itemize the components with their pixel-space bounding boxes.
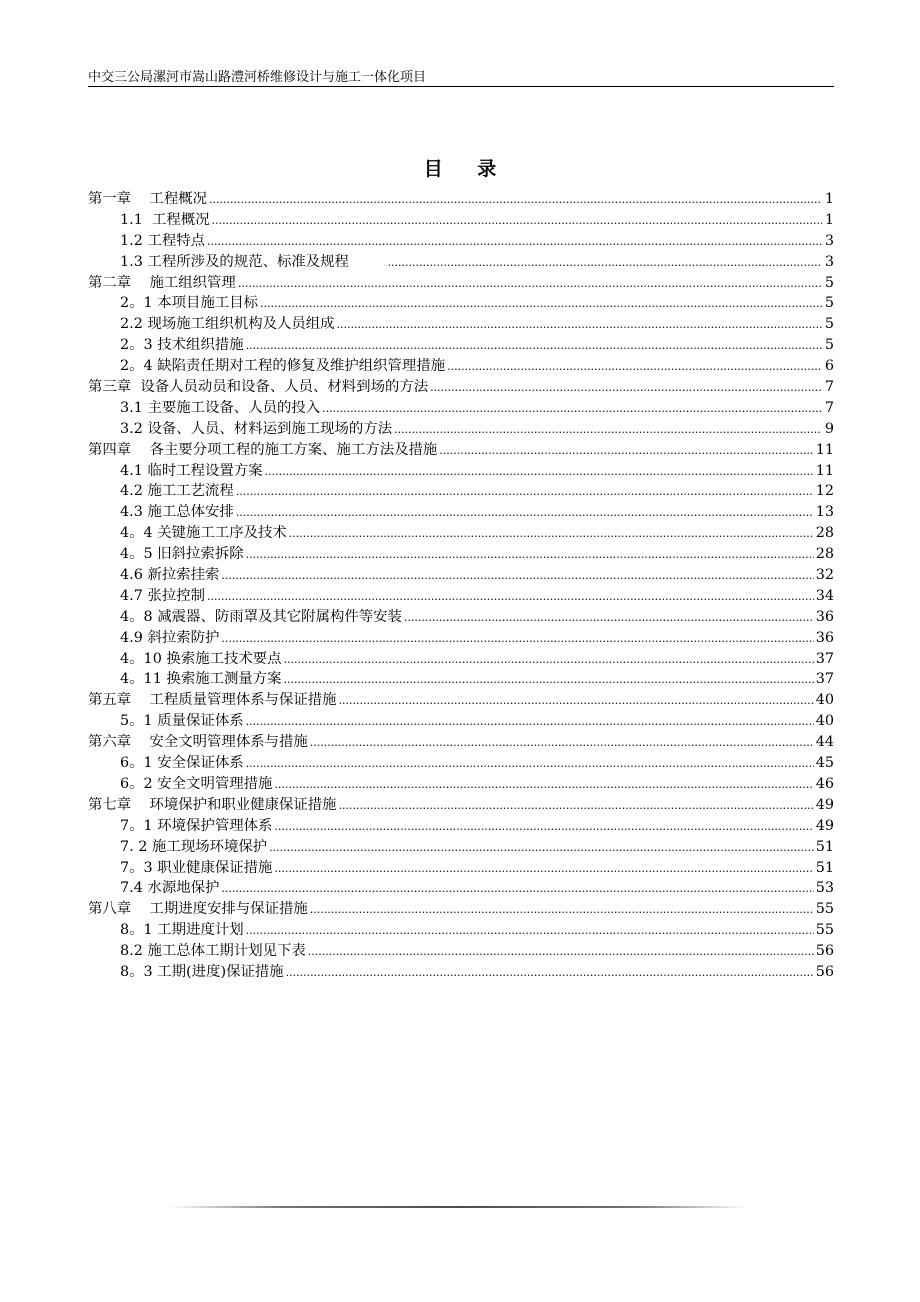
- toc-section-entry[interactable]: [88, 586, 834, 607]
- toc-section-entry[interactable]: [88, 210, 834, 231]
- toc-page-number: 34: [815, 587, 834, 604]
- toc-section-entry[interactable]: [88, 293, 834, 314]
- toc-dot-leader: [339, 691, 814, 712]
- toc-page-number: 1: [824, 191, 834, 207]
- toc-dot-leader: [289, 524, 814, 545]
- toc-section-entry[interactable]: [88, 962, 834, 983]
- toc-dot-leader: [274, 817, 813, 838]
- toc-section-entry[interactable]: [88, 920, 834, 941]
- toc-page-number: 13: [815, 504, 834, 521]
- toc-entry-label: 8。3 工期(进度)保证措施: [120, 962, 285, 983]
- toc-page-number: 40: [815, 713, 834, 730]
- toc-page-number: 7: [824, 399, 834, 416]
- toc-entry-label: 3.1 主要施工设备、人员的投入: [120, 398, 321, 419]
- toc-section-entry[interactable]: [88, 753, 834, 774]
- toc-dot-leader: [209, 190, 822, 211]
- toc-entry-label: 4。5 旧斜拉索拆除: [120, 544, 245, 565]
- toc-section-entry[interactable]: [88, 335, 834, 356]
- toc-section-entry[interactable]: [88, 628, 834, 649]
- toc-page-number: 6: [824, 358, 834, 375]
- toc-chapter-entry[interactable]: [88, 690, 834, 711]
- toc-entry-label: 第七章 环境保护和职业健康保证措施: [88, 795, 338, 816]
- toc-entry-label: 第二章 施工组织管理: [88, 273, 237, 294]
- toc-dot-leader: [246, 921, 814, 942]
- toc-dot-leader: [284, 670, 814, 691]
- toc-page-number: 9: [824, 420, 834, 437]
- toc-entry-label: 2。4 缺陷责任期对工程的修复及维护组织管理措施: [120, 356, 446, 377]
- toc-page-number: 32: [815, 567, 834, 584]
- toc-page-number: 40: [815, 692, 834, 709]
- toc-page-number: 45: [815, 755, 834, 772]
- toc-section-entry[interactable]: [88, 711, 834, 732]
- toc-dot-leader: [310, 900, 814, 921]
- toc-entry-label: 1.1 工程概况: [120, 210, 211, 231]
- toc-page-number: 56: [815, 943, 834, 960]
- toc-section-entry[interactable]: [88, 774, 834, 795]
- toc-dot-leader: [246, 712, 814, 733]
- toc-page-number: 7: [824, 379, 834, 396]
- toc-section-entry[interactable]: [88, 252, 834, 273]
- toc-page-number: 11: [815, 462, 834, 479]
- toc-page-number: 44: [815, 734, 834, 751]
- toc-list: [88, 189, 834, 983]
- toc-section-entry[interactable]: [88, 544, 834, 565]
- toc-dot-leader: [388, 253, 822, 274]
- toc-section-entry[interactable]: [88, 816, 834, 837]
- toc-page-number: 51: [815, 838, 834, 855]
- toc-section-entry[interactable]: [88, 419, 834, 440]
- toc-section-entry[interactable]: [88, 356, 834, 377]
- toc-dot-leader: [269, 838, 814, 859]
- toc-entry-label: 1.3 工程所涉及的规范、标准及规程: [120, 252, 387, 273]
- project-title: 中交三公局漯河市嵩山路澧河桥维修设计与施工一体化项目: [88, 70, 427, 85]
- toc-dot-leader: [310, 733, 814, 754]
- toc-dot-leader: [207, 232, 822, 253]
- toc-entry-label: 3.2 设备、人员、材料运到施工现场的方法: [120, 419, 393, 440]
- toc-page-number: 11: [815, 441, 834, 458]
- toc-dot-leader: [394, 420, 822, 441]
- page-header: [88, 64, 834, 87]
- toc-page-number: 51: [815, 859, 834, 876]
- toc-section-entry[interactable]: [88, 607, 834, 628]
- toc-page-number: 1: [824, 211, 834, 228]
- toc-section-entry[interactable]: [88, 649, 834, 670]
- toc-page-number: 5: [824, 274, 834, 291]
- toc-section-entry[interactable]: [88, 502, 834, 523]
- toc-page-number: 49: [815, 796, 834, 813]
- toc-dot-leader: [260, 294, 822, 315]
- toc-dot-leader: [236, 503, 814, 524]
- toc-page-number: 28: [815, 546, 834, 563]
- toc-entry-label: 8.2 施工总体工期计划见下表: [120, 941, 307, 962]
- toc-chapter-entry[interactable]: [88, 795, 834, 816]
- toc-section-entry[interactable]: [88, 461, 834, 482]
- toc-page-number: 36: [815, 608, 834, 625]
- toc-page-number: 55: [815, 922, 834, 939]
- toc-entry-label: 4.1 临时工程设置方案: [120, 461, 264, 482]
- toc-section-entry[interactable]: [88, 669, 834, 690]
- toc-section-entry[interactable]: [88, 565, 834, 586]
- toc-entry-label: 4.6 新拉索挂索: [120, 565, 220, 586]
- toc-dot-leader: [308, 942, 814, 963]
- toc-entry-label: 7。3 职业健康保证措施: [120, 858, 273, 879]
- toc-entry-label: 4.7 张拉控制: [120, 586, 206, 607]
- toc-section-entry[interactable]: [88, 878, 834, 899]
- toc-entry-label: 7。1 环境保护管理体系: [120, 816, 273, 837]
- toc-entry-label: 1.2 工程特点: [120, 231, 206, 252]
- toc-page-number: 3: [824, 253, 834, 270]
- toc-dot-leader: [337, 315, 822, 336]
- toc-page-number: 37: [815, 650, 834, 667]
- toc-dot-leader: [207, 587, 814, 608]
- toc-section-entry[interactable]: [88, 398, 834, 419]
- toc-dot-leader: [447, 357, 822, 378]
- toc-entry-label: 4.2 施工工艺流程: [120, 481, 235, 502]
- toc-section-entry[interactable]: [88, 941, 834, 962]
- toc-entry-label: 6。1 安全保证体系: [120, 753, 245, 774]
- toc-entry-label: 4。11 换索施工测量方案: [120, 669, 283, 690]
- toc-page-number: 46: [815, 775, 834, 792]
- toc-dot-leader: [274, 859, 813, 880]
- toc-section-entry[interactable]: [88, 314, 834, 335]
- toc-page-number: 28: [815, 525, 834, 542]
- toc-entry-label: 4。10 换索施工技术要点: [120, 649, 283, 670]
- toc-dot-leader: [221, 629, 813, 650]
- toc-dot-leader: [339, 796, 814, 817]
- toc-entry-label: 第三章 设备人员动员和设备、人员、材料到场的方法: [88, 377, 429, 398]
- toc-section-entry[interactable]: [88, 837, 834, 858]
- toc-chapter-entry[interactable]: [88, 377, 834, 398]
- toc-dot-leader: [221, 566, 813, 587]
- toc-entry-label: 7. 2 施工现场环境保护: [120, 837, 268, 858]
- toc-entry-label: 第一章 工程概况: [88, 189, 208, 210]
- toc-chapter-entry[interactable]: [88, 899, 834, 920]
- toc-page-number: 56: [815, 963, 834, 980]
- toc-page-number: 5: [824, 295, 834, 312]
- toc-entry-label: 第四章 各主要分项工程的施工方案、施工方法及措施: [88, 440, 438, 461]
- toc-entry-label: 第八章 工期进度安排与保证措施: [88, 899, 309, 920]
- toc-entry-label: 第五章 工程质量管理体系与保证措施: [88, 690, 338, 711]
- footer-divider: [168, 1206, 748, 1208]
- toc-dot-leader: [284, 650, 814, 671]
- toc-page-number: 5: [824, 316, 834, 333]
- toc-section-entry[interactable]: [88, 231, 834, 252]
- toc-title: 目 录: [423, 158, 511, 180]
- toc-entry-label: 2.2 现场施工组织机构及人员组成: [120, 314, 336, 335]
- toc-entry-label: 5。1 质量保证体系: [120, 711, 245, 732]
- toc-section-entry[interactable]: [88, 481, 834, 502]
- toc-page-number: 37: [815, 671, 834, 688]
- toc-entry-label: 4。4 关键施工工序及技术: [120, 523, 288, 544]
- toc-dot-leader: [238, 274, 822, 295]
- toc-chapter-entry[interactable]: [88, 189, 834, 210]
- toc-entry-label: 8。1 工期进度计划: [120, 920, 245, 941]
- toc-dot-leader: [236, 482, 814, 503]
- toc-entry-label: 4.9 斜拉索防护: [120, 628, 220, 649]
- toc-chapter-entry[interactable]: [88, 440, 834, 461]
- toc-dot-leader: [286, 963, 814, 984]
- toc-dot-leader: [246, 754, 814, 775]
- toc-page-number: 55: [815, 901, 834, 918]
- toc-entry-label: 4。8 减震器、防雨罩及其它附属构件等安装: [120, 607, 403, 628]
- toc-dot-leader: [246, 545, 814, 566]
- toc-page-number: 36: [815, 629, 834, 646]
- toc-dot-leader: [274, 775, 813, 796]
- toc-dot-leader: [404, 608, 814, 629]
- toc-dot-leader: [246, 336, 822, 357]
- toc-dot-leader: [265, 462, 814, 483]
- toc-section-entry[interactable]: [88, 858, 834, 879]
- toc-page-number: 3: [824, 232, 834, 249]
- toc-page-number: 5: [824, 337, 834, 354]
- toc-dot-leader: [439, 441, 813, 462]
- toc-page-number: 12: [815, 483, 834, 500]
- toc-chapter-entry[interactable]: [88, 732, 834, 753]
- toc-entry-label: 6。2 安全文明管理措施: [120, 774, 273, 795]
- toc-dot-leader: [212, 211, 822, 232]
- toc-entry-label: 2。1 本项目施工目标: [120, 293, 259, 314]
- toc-section-entry[interactable]: [88, 523, 834, 544]
- toc-entry-label: 2。3 技术组织措施: [120, 335, 245, 356]
- toc-page-number: 53: [815, 880, 834, 897]
- toc-dot-leader: [322, 399, 822, 420]
- toc-page-number: 49: [815, 817, 834, 834]
- toc-entry-label: 第六章 安全文明管理体系与措施: [88, 732, 309, 753]
- toc-dot-leader: [430, 378, 822, 399]
- toc-entry-label: 4.3 施工总体安排: [120, 502, 235, 523]
- toc-dot-leader: [221, 879, 813, 900]
- toc-chapter-entry[interactable]: [88, 273, 834, 294]
- toc-entry-label: 7.4 水源地保护: [120, 878, 220, 899]
